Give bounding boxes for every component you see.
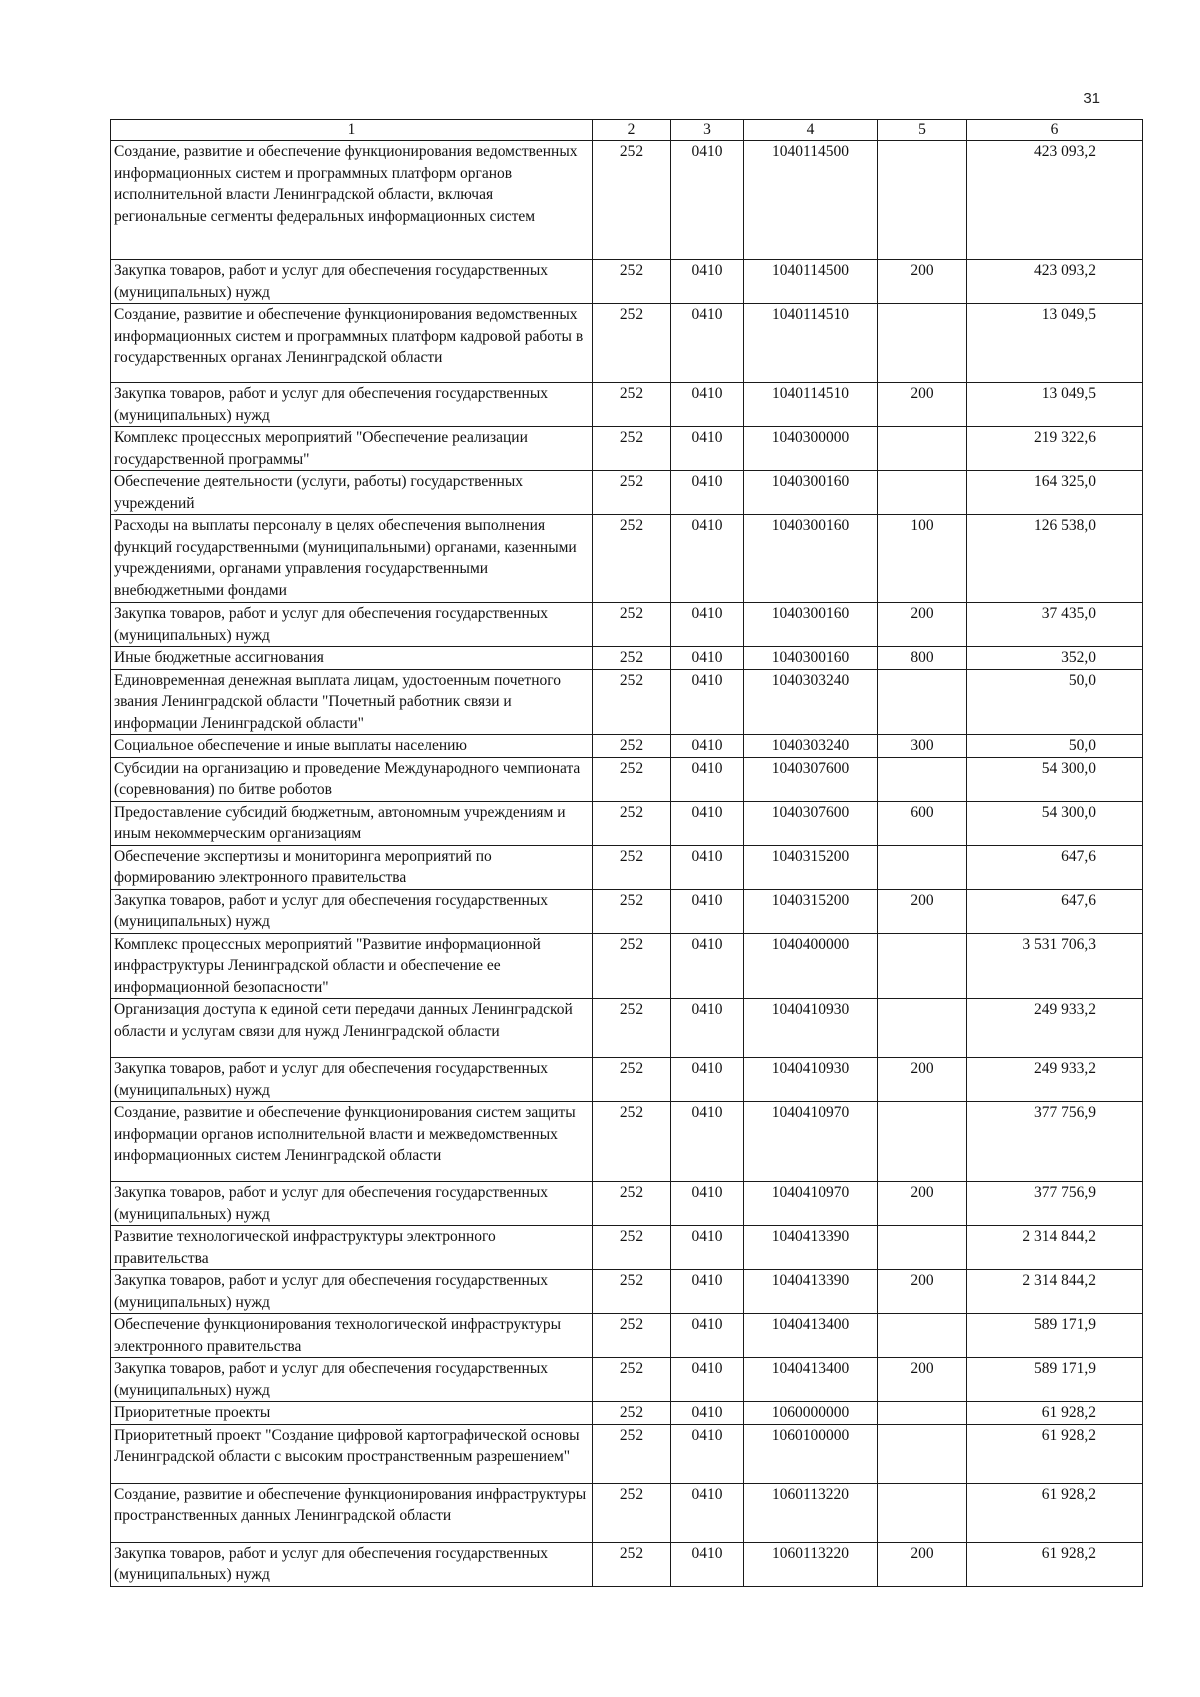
row-name-cell: Закупка товаров, работ и услуг для обеспечения государственных (муниципальных) нужд [111, 1270, 593, 1314]
row-admin-code-cell: 252 [593, 845, 671, 889]
row-name-cell: Социальное обеспечение и иные выплаты населению [111, 735, 593, 758]
row-target-code-cell: 1040315200 [744, 889, 878, 933]
row-expense-type-cell [878, 933, 967, 999]
table-row [111, 1358, 1143, 1402]
row-admin-code-cell: 252 [593, 889, 671, 933]
row-section-code-cell: 0410 [671, 1182, 744, 1226]
table-row [111, 1058, 1143, 1102]
row-section-code-cell: 0410 [671, 1424, 744, 1483]
row-name-cell: Обеспечение экспертизы и мониторинга мероприятий по формированию электронного правительства [111, 845, 593, 889]
row-name-cell: Предоставление субсидий бюджетным, автономным учреждениям и иным некоммерческим организациям [111, 801, 593, 845]
row-admin-code-cell: 252 [593, 801, 671, 845]
page-number: 31 [1083, 90, 1100, 107]
row-target-code-cell: 1040307600 [744, 757, 878, 801]
row-expense-type-cell: 200 [878, 889, 967, 933]
row-expense-type-cell [878, 1483, 967, 1542]
row-expense-type-cell [878, 141, 967, 260]
table-row [111, 647, 1143, 670]
row-section-code-cell: 0410 [671, 669, 744, 735]
row-expense-type-cell [878, 427, 967, 471]
row-admin-code-cell: 252 [593, 603, 671, 647]
row-target-code-cell: 1040114500 [744, 141, 878, 260]
row-name-cell: Закупка товаров, работ и услуг для обеспечения государственных (муниципальных) нужд [111, 889, 593, 933]
row-section-code-cell: 0410 [671, 999, 744, 1058]
row-name-cell: Создание, развитие и обеспечение функционирования ведомственных информационных систем и программных платформ кадровой работы в государственных органах Ленинградской области [111, 304, 593, 383]
table-row [111, 1402, 1143, 1425]
row-amount-cell: 50,0 [967, 735, 1143, 758]
row-section-code-cell: 0410 [671, 383, 744, 427]
row-amount-cell: 249 933,2 [967, 1058, 1143, 1102]
row-admin-code-cell: 252 [593, 647, 671, 670]
row-target-code-cell: 1040413390 [744, 1226, 878, 1270]
row-amount-cell: 589 171,9 [967, 1314, 1143, 1358]
row-amount-cell: 50,0 [967, 669, 1143, 735]
row-amount-cell: 249 933,2 [967, 999, 1143, 1058]
row-name-cell: Закупка товаров, работ и услуг для обеспечения государственных (муниципальных) нужд [111, 1358, 593, 1402]
row-admin-code-cell: 252 [593, 1226, 671, 1270]
row-expense-type-cell: 300 [878, 735, 967, 758]
row-name-cell: Обеспечение функционирования технологической инфраструктуры электронного правительства [111, 1314, 593, 1358]
row-section-code-cell: 0410 [671, 933, 744, 999]
row-amount-cell: 54 300,0 [967, 801, 1143, 845]
row-name-cell: Закупка товаров, работ и услуг для обеспечения государственных (муниципальных) нужд [111, 1542, 593, 1586]
table-header [111, 120, 1143, 141]
row-amount-cell: 589 171,9 [967, 1358, 1143, 1402]
row-expense-type-cell [878, 845, 967, 889]
row-target-code-cell: 1060113220 [744, 1483, 878, 1542]
table-row [111, 1542, 1143, 1586]
row-admin-code-cell: 252 [593, 1483, 671, 1542]
row-expense-type-cell [878, 304, 967, 383]
table-row [111, 1102, 1143, 1182]
row-amount-cell: 352,0 [967, 647, 1143, 670]
row-amount-cell: 377 756,9 [967, 1102, 1143, 1182]
row-section-code-cell: 0410 [671, 515, 744, 603]
table-row [111, 845, 1143, 889]
row-expense-type-cell: 200 [878, 1358, 967, 1402]
row-section-code-cell: 0410 [671, 1358, 744, 1402]
row-section-code-cell: 0410 [671, 801, 744, 845]
row-expense-type-cell: 200 [878, 260, 967, 304]
row-section-code-cell: 0410 [671, 845, 744, 889]
row-expense-type-cell [878, 1102, 967, 1182]
row-admin-code-cell: 252 [593, 735, 671, 758]
row-expense-type-cell [878, 757, 967, 801]
row-name-cell: Организация доступа к единой сети передачи данных Ленинградской области и услугам связи для нужд Ленинградской области [111, 999, 593, 1058]
row-target-code-cell: 1040114510 [744, 383, 878, 427]
row-target-code-cell: 1040300160 [744, 647, 878, 670]
table-row [111, 1182, 1143, 1226]
row-amount-cell: 3 531 706,3 [967, 933, 1143, 999]
table-row [111, 515, 1143, 603]
row-target-code-cell: 1040410970 [744, 1102, 878, 1182]
row-amount-cell: 2 314 844,2 [967, 1270, 1143, 1314]
table-row [111, 1483, 1143, 1542]
row-section-code-cell: 0410 [671, 471, 744, 515]
row-section-code-cell: 0410 [671, 735, 744, 758]
budget-table [110, 119, 1143, 1587]
row-target-code-cell: 1040114510 [744, 304, 878, 383]
row-section-code-cell: 0410 [671, 427, 744, 471]
row-section-code-cell: 0410 [671, 1314, 744, 1358]
row-amount-cell: 54 300,0 [967, 757, 1143, 801]
row-section-code-cell: 0410 [671, 1226, 744, 1270]
row-target-code-cell: 1040300160 [744, 471, 878, 515]
row-expense-type-cell [878, 669, 967, 735]
table-row [111, 603, 1143, 647]
row-expense-type-cell [878, 1314, 967, 1358]
row-expense-type-cell: 200 [878, 1182, 967, 1226]
row-admin-code-cell: 252 [593, 1358, 671, 1402]
row-expense-type-cell: 200 [878, 1542, 967, 1586]
table-row [111, 757, 1143, 801]
row-expense-type-cell: 200 [878, 1270, 967, 1314]
row-admin-code-cell: 252 [593, 1424, 671, 1483]
row-section-code-cell: 0410 [671, 1058, 744, 1102]
row-target-code-cell: 1040413400 [744, 1358, 878, 1402]
row-expense-type-cell [878, 471, 967, 515]
row-admin-code-cell: 252 [593, 1542, 671, 1586]
row-amount-cell: 647,6 [967, 845, 1143, 889]
row-admin-code-cell: 252 [593, 1270, 671, 1314]
row-expense-type-cell [878, 999, 967, 1058]
row-name-cell: Закупка товаров, работ и услуг для обеспечения государственных (муниципальных) нужд [111, 383, 593, 427]
row-section-code-cell: 0410 [671, 1483, 744, 1542]
table-row [111, 260, 1143, 304]
row-target-code-cell: 1040303240 [744, 735, 878, 758]
row-target-code-cell: 1040413400 [744, 1314, 878, 1358]
table-row [111, 669, 1143, 735]
row-target-code-cell: 1040410930 [744, 1058, 878, 1102]
row-name-cell: Расходы на выплаты персоналу в целях обеспечения выполнения функций государственными (муниципальными) органами, казенными учреждениями, органами управления государственными внебюджетными фондами [111, 515, 593, 603]
row-admin-code-cell: 252 [593, 427, 671, 471]
row-name-cell: Субсидии на организацию и проведение Международного чемпионата (соревнования) по битве роботов [111, 757, 593, 801]
row-target-code-cell: 1040300160 [744, 603, 878, 647]
column-header-3: 3 [671, 120, 744, 141]
row-amount-cell: 647,6 [967, 889, 1143, 933]
table-row [111, 383, 1143, 427]
row-admin-code-cell: 252 [593, 1402, 671, 1425]
column-header-2: 2 [593, 120, 671, 141]
row-amount-cell: 423 093,2 [967, 260, 1143, 304]
row-expense-type-cell: 200 [878, 1058, 967, 1102]
table-row [111, 933, 1143, 999]
row-admin-code-cell: 252 [593, 757, 671, 801]
table-row [111, 999, 1143, 1058]
row-target-code-cell: 1040413390 [744, 1270, 878, 1314]
row-target-code-cell: 1040303240 [744, 669, 878, 735]
row-section-code-cell: 0410 [671, 260, 744, 304]
row-section-code-cell: 0410 [671, 304, 744, 383]
row-name-cell: Создание, развитие и обеспечение функционирования инфраструктуры пространственных данных Ленинградской области [111, 1483, 593, 1542]
row-target-code-cell: 1040315200 [744, 845, 878, 889]
row-name-cell: Закупка товаров, работ и услуг для обеспечения государственных (муниципальных) нужд [111, 1182, 593, 1226]
table-row [111, 1226, 1143, 1270]
row-target-code-cell: 1060113220 [744, 1542, 878, 1586]
table-row [111, 304, 1143, 383]
row-expense-type-cell: 200 [878, 603, 967, 647]
table-row [111, 427, 1143, 471]
row-amount-cell: 2 314 844,2 [967, 1226, 1143, 1270]
row-expense-type-cell [878, 1424, 967, 1483]
row-amount-cell: 61 928,2 [967, 1402, 1143, 1425]
header-row [111, 120, 1143, 141]
row-amount-cell: 13 049,5 [967, 383, 1143, 427]
row-admin-code-cell: 252 [593, 669, 671, 735]
column-header-6: 6 [967, 120, 1143, 141]
row-name-cell: Комплекс процессных мероприятий "Обеспечение реализации государственной программы" [111, 427, 593, 471]
row-expense-type-cell: 100 [878, 515, 967, 603]
column-header-1: 1 [111, 120, 593, 141]
row-amount-cell: 61 928,2 [967, 1424, 1143, 1483]
row-section-code-cell: 0410 [671, 757, 744, 801]
table-body [111, 141, 1143, 1587]
row-section-code-cell: 0410 [671, 1102, 744, 1182]
row-target-code-cell: 1040410970 [744, 1182, 878, 1226]
table-row [111, 801, 1143, 845]
table-row [111, 735, 1143, 758]
row-expense-type-cell [878, 1226, 967, 1270]
table-row [111, 141, 1143, 260]
row-admin-code-cell: 252 [593, 515, 671, 603]
row-expense-type-cell: 600 [878, 801, 967, 845]
row-target-code-cell: 1060000000 [744, 1402, 878, 1425]
table-row [111, 1314, 1143, 1358]
row-section-code-cell: 0410 [671, 603, 744, 647]
row-admin-code-cell: 252 [593, 141, 671, 260]
column-header-4: 4 [744, 120, 878, 141]
row-amount-cell: 61 928,2 [967, 1542, 1143, 1586]
row-target-code-cell: 1040400000 [744, 933, 878, 999]
row-name-cell: Обеспечение деятельности (услуги, работы) государственных учреждений [111, 471, 593, 515]
table-row [111, 1270, 1143, 1314]
row-amount-cell: 423 093,2 [967, 141, 1143, 260]
row-expense-type-cell: 200 [878, 383, 967, 427]
row-section-code-cell: 0410 [671, 647, 744, 670]
row-name-cell: Единовременная денежная выплата лицам, удостоенным почетного звания Ленинградской области "Почетный работник связи и информации Ленинградской области" [111, 669, 593, 735]
column-header-5: 5 [878, 120, 967, 141]
row-name-cell: Комплекс процессных мероприятий "Развитие информационной инфраструктуры Ленинградской области и обеспечение ее информационной безопасности" [111, 933, 593, 999]
row-target-code-cell: 1040410930 [744, 999, 878, 1058]
row-name-cell: Закупка товаров, работ и услуг для обеспечения государственных (муниципальных) нужд [111, 1058, 593, 1102]
row-section-code-cell: 0410 [671, 1402, 744, 1425]
row-admin-code-cell: 252 [593, 933, 671, 999]
row-expense-type-cell [878, 1402, 967, 1425]
row-target-code-cell: 1040114500 [744, 260, 878, 304]
row-admin-code-cell: 252 [593, 1182, 671, 1226]
row-amount-cell: 377 756,9 [967, 1182, 1143, 1226]
row-section-code-cell: 0410 [671, 1542, 744, 1586]
row-target-code-cell: 1040300000 [744, 427, 878, 471]
row-name-cell: Иные бюджетные ассигнования [111, 647, 593, 670]
row-target-code-cell: 1040300160 [744, 515, 878, 603]
row-expense-type-cell: 800 [878, 647, 967, 670]
row-name-cell: Создание, развитие и обеспечение функционирования ведомственных информационных систем и программных платформ органов исполнительной власти Ленинградской области, включая региональные сегменты федеральных информационных систем [111, 141, 593, 260]
row-name-cell: Приоритетный проект "Создание цифровой картографической основы Ленинградской области с высоким пространственным разрешением" [111, 1424, 593, 1483]
row-name-cell: Приоритетные проекты [111, 1402, 593, 1425]
row-section-code-cell: 0410 [671, 1270, 744, 1314]
row-admin-code-cell: 252 [593, 260, 671, 304]
row-admin-code-cell: 252 [593, 383, 671, 427]
row-section-code-cell: 0410 [671, 141, 744, 260]
row-admin-code-cell: 252 [593, 304, 671, 383]
row-admin-code-cell: 252 [593, 1058, 671, 1102]
row-target-code-cell: 1060100000 [744, 1424, 878, 1483]
row-name-cell: Закупка товаров, работ и услуг для обеспечения государственных (муниципальных) нужд [111, 603, 593, 647]
row-name-cell: Закупка товаров, работ и услуг для обеспечения государственных (муниципальных) нужд [111, 260, 593, 304]
row-admin-code-cell: 252 [593, 1314, 671, 1358]
row-section-code-cell: 0410 [671, 889, 744, 933]
table-row [111, 889, 1143, 933]
row-name-cell: Развитие технологической инфраструктуры электронного правительства [111, 1226, 593, 1270]
row-admin-code-cell: 252 [593, 999, 671, 1058]
row-amount-cell: 37 435,0 [967, 603, 1143, 647]
row-name-cell: Создание, развитие и обеспечение функционирования систем защиты информации органов исполнительной власти и межведомственных информационных систем Ленинградской области [111, 1102, 593, 1182]
row-admin-code-cell: 252 [593, 471, 671, 515]
row-amount-cell: 61 928,2 [967, 1483, 1143, 1542]
table-row [111, 1424, 1143, 1483]
row-amount-cell: 219 322,6 [967, 427, 1143, 471]
table-row [111, 471, 1143, 515]
row-amount-cell: 126 538,0 [967, 515, 1143, 603]
row-amount-cell: 13 049,5 [967, 304, 1143, 383]
row-amount-cell: 164 325,0 [967, 471, 1143, 515]
row-target-code-cell: 1040307600 [744, 801, 878, 845]
row-admin-code-cell: 252 [593, 1102, 671, 1182]
